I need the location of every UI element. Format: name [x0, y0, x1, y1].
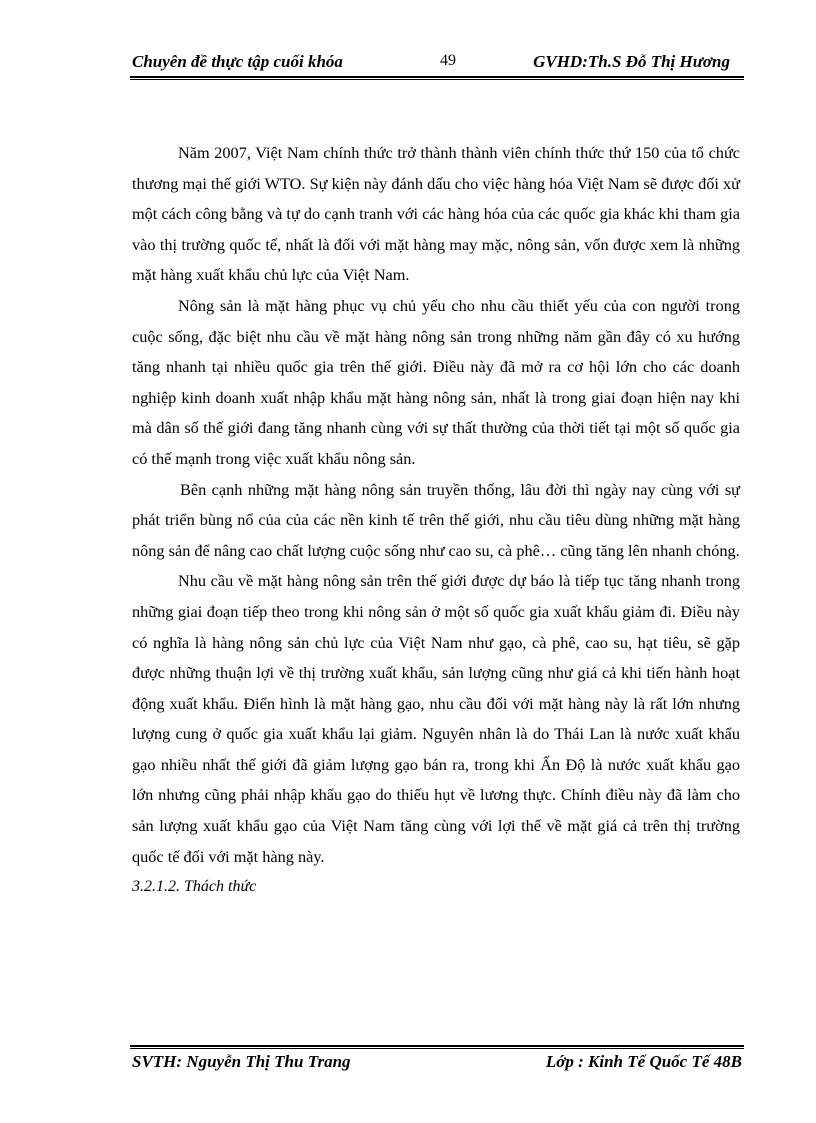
- footer-class: Lớp : Kinh Tế Quốc Tế 48B: [545, 1052, 742, 1071]
- page-header: [132, 52, 744, 76]
- paragraph: Nông sản là mặt hàng phục vụ chủ yếu cho nhu cầu thiết yếu của con người trong cuộc sống, đặc biệt nhu cầu về mặt hàng nông sản trong những năm gần đây có xu hướng tăng nhanh tại nhiều quốc gia trên thế giới. Điều này đã mở ra cơ hội lớn cho các doanh nghiệp kinh doanh xuất nhập khẩu mặt hàng nông sản, nhất là trong giai đoạn hiện nay khi mà dân số thế giới đang tăng nhanh cùng với sự thất thường của thời tiết tại một số quốc gia có thế mạnh trong việc xuất khẩu nông sản.: [132, 295, 740, 468]
- document-body: [132, 138, 740, 903]
- footer-rule: [130, 1045, 744, 1047]
- paragraph: Nhu cầu về mặt hàng nông sản trên thế giới được dự báo là tiếp tục tăng nhanh trong những giai đoạn tiếp theo trong khi nông sản ở một số quốc gia xuất khẩu giảm đi. Điều này có nghĩa là hàng nông sản chủ lực của Việt Nam như gạo, cà phê, cao su, hạt tiêu, sẽ gặp được những thuận lợi về thị trường xuất khẩu, sản lượng cũng như giá cả khi tiến hành hoạt động xuất khẩu. Điển hình là mặt hàng gạo, nhu cầu đối với mặt hàng này là rất lớn nhưng lượng cung ở quốc gia xuất khẩu lại giảm. Nguyên nhân là do Thái Lan là nước xuất khẩu gạo nhiều nhất thế giới đã giảm lượng gạo bán ra, trong khi Ấn Độ là nước xuất khẩu gạo lớn nhưng cũng phải nhập khẩu gạo do thiếu hụt về lương thực. Chính điều này đã làm cho sản lượng xuất khẩu gạo của Việt Nam tăng cùng với lợi thế về mặt giá cả trên thị trường quốc tế đối với mặt hàng này.: [132, 571, 740, 866]
- header-title: Chuyên đề thực tập cuối khóa: [132, 52, 343, 71]
- paragraph: Bên cạnh những mặt hàng nông sản truyền thống, lâu đời thì ngày nay cùng với sự phát triển bùng nổ của của các nền kinh tế trên thế giới, nhu cầu tiêu dùng những mặt hàng nông sản để nâng cao chất lượng cuộc sống như cao su, cà phê… cũng tăng lên nhanh chóng.: [132, 479, 740, 560]
- footer-rule-thin: [130, 1048, 744, 1049]
- header-rule-thin: [130, 79, 744, 80]
- footer-student: SVTH: Nguyễn Thị Thu Trang: [132, 1052, 351, 1071]
- page-number: 49: [440, 52, 456, 69]
- header-rule: [130, 76, 744, 78]
- header-advisor: GVHD:Th.S Đỗ Thị Hương: [533, 52, 730, 71]
- paragraph: Năm 2007, Việt Nam chính thức trở thành thành viên chính thức thứ 150 của tổ chức thương mại thế giới WTO. Sự kiện này đánh dấu cho việc hàng hóa Việt Nam sẽ được đối xử một cách công bằng và tự do cạnh tranh với các hàng hóa của các quốc gia khác khi tham gia vào thị trường quốc tế, nhất là đối với mặt hàng may mặc, nông sản, vốn được xem là những mặt hàng xuất khẩu chủ lực của Việt Nam.: [132, 143, 740, 285]
- section-subheading: 3.2.1.2. Thách thức: [132, 878, 257, 896]
- page-footer: [132, 1052, 744, 1076]
